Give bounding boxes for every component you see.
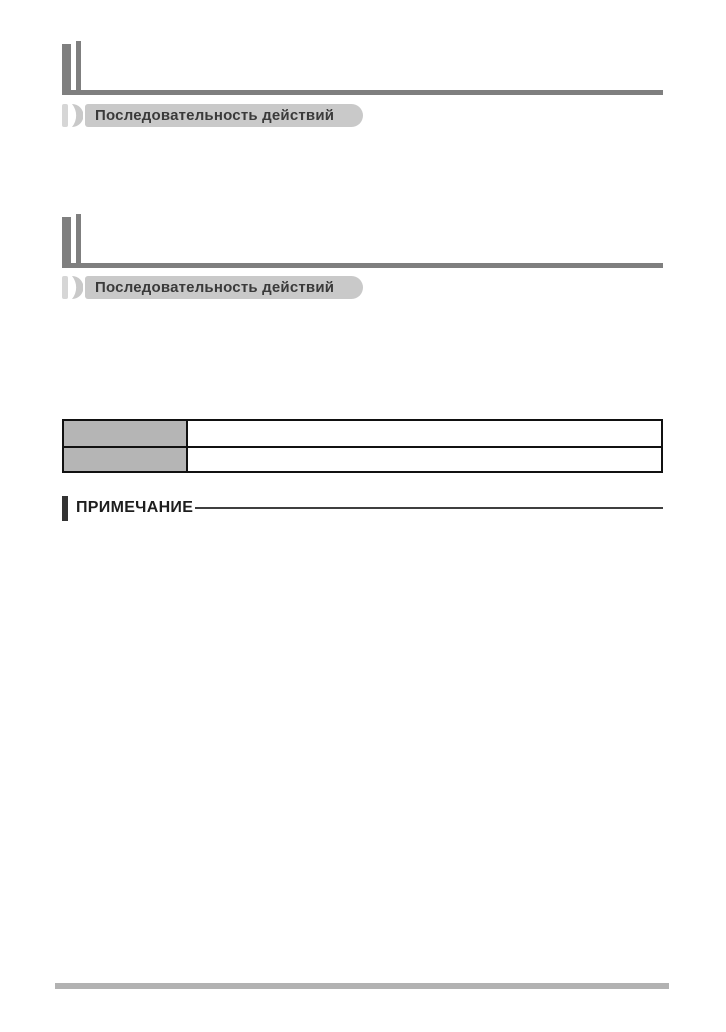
table-row (64, 421, 661, 446)
heading-thin-bar (76, 214, 81, 263)
table-value-cell (188, 448, 661, 471)
procedure-pill (62, 104, 363, 127)
heading-thin-bar (76, 41, 81, 90)
table-header-cell (64, 448, 188, 471)
settings-table (62, 419, 663, 473)
procedure-pill-label: Последовательность действий (85, 276, 363, 299)
crescent-icon (70, 276, 83, 299)
heading-rule (71, 90, 663, 95)
heading-rule (71, 263, 663, 268)
footer-page-bar (55, 983, 669, 989)
heading-thick-bar (62, 217, 71, 268)
pill-accent-bar (62, 104, 68, 127)
procedure-pill-label: Последовательность действий (85, 104, 363, 127)
table-value-cell (188, 421, 661, 446)
table-header-cell (64, 421, 188, 446)
pill-accent-bar (62, 276, 68, 299)
crescent-icon (70, 104, 83, 127)
chapter-heading (62, 41, 663, 95)
heading-thick-bar (62, 44, 71, 95)
procedure-pill (62, 276, 363, 299)
chapter-heading (62, 214, 663, 268)
note-rule (195, 507, 663, 509)
note-accent-bar (62, 496, 68, 521)
table-row (64, 446, 661, 471)
note-heading (62, 495, 663, 521)
note-label: ПРИМЕЧАНИЕ (76, 499, 194, 516)
